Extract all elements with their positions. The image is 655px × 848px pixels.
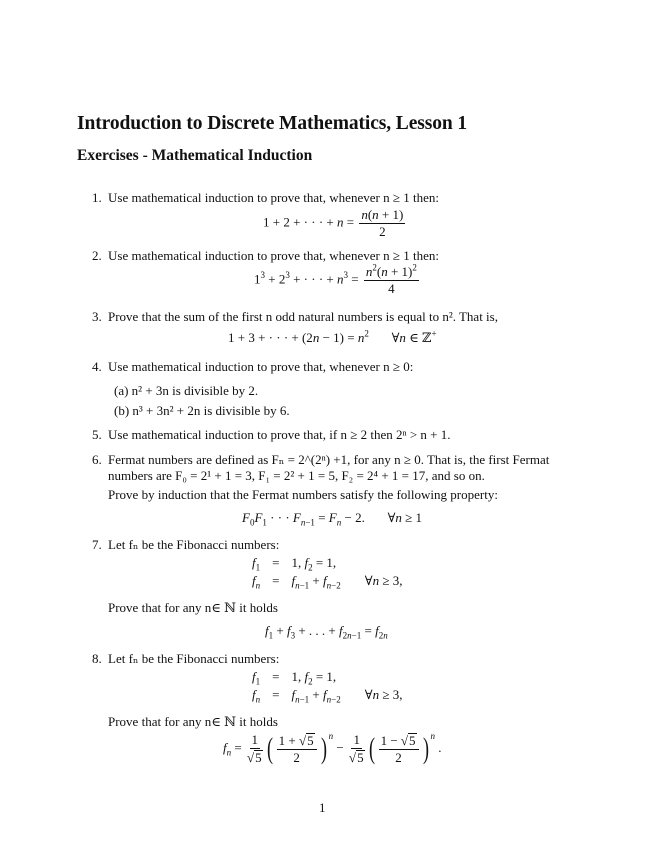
item-3-number: 3. bbox=[92, 309, 102, 324]
item-4b-text: (b) n³ + 3n² + 2n is divisible by 6. bbox=[114, 403, 290, 418]
item-6-equation: $F_0F_1$ · · · $F_{n-1} = F_n - 2$. ∀n ≥ 1 bbox=[242, 510, 423, 528]
item-6-text-line3: Prove by induction that the Fermat numbers satisfy the following property: bbox=[108, 487, 498, 502]
item-2-number: 2. bbox=[92, 248, 102, 263]
item-1-equation: 1 + 2 + · · · + n = $\frac{n(n + 1)}{2}$ bbox=[263, 207, 404, 239]
item-2-equation: $1^3 + 2^3$ + · · · + $n^3$ = $\frac{n^2(n + 1)^2}{4}$ bbox=[254, 262, 417, 296]
item-8-binet-formula: $f_n$ = $\frac{1}{√5}$ ( $\frac{1 + √5}{2}$ ) $^n$ − $\frac{1}{√5}$ ( $\frac{1 - √5}{2}$ ) $^n$ . bbox=[223, 730, 442, 765]
item-7-recurrence: $f_1$ = 1, $f_2 = 1$, $f_n$ = $f_{n-1} + f_{n-2}$ ∀n ≥ 3, bbox=[252, 555, 403, 591]
page-number: 1 bbox=[319, 800, 326, 815]
item-7-text: Let fₙ be the Fibonacci numbers: bbox=[108, 537, 280, 552]
section-subtitle: Exercises - Mathematical Induction bbox=[77, 147, 313, 164]
page-title: Introduction to Discrete Mathematics, Lesson 1 bbox=[77, 113, 468, 134]
item-8-recurrence: $f_1$ = 1, $f_2 = 1$, $f_n$ = $f_{n-1} + f_{n-2}$ ∀n ≥ 3, bbox=[252, 669, 403, 705]
item-4-number: 4. bbox=[92, 359, 102, 374]
item-7-number: 7. bbox=[92, 537, 102, 552]
item-4-text: Use mathematical induction to prove that, whenever n ≥ 0: bbox=[108, 359, 414, 374]
item-8-text: Let fₙ be the Fibonacci numbers: bbox=[108, 651, 280, 666]
item-1-text: Use mathematical induction to prove that, whenever n ≥ 1 then: bbox=[108, 190, 439, 205]
item-6-text-line1: Fermat numbers are defined as Fₙ = 2^(2ⁿ) +1, for any n ≥ 0. That is, the first Fermat bbox=[108, 452, 550, 467]
item-3-text: Prove that the sum of the first n odd natural numbers is equal to n². That is, bbox=[108, 309, 498, 324]
item-6-text-line2: numbers are F₀ = 2¹ + 1 = 3, F₁ = 2² + 1 = 5, F₂ = 2⁴ + 1 = 17, and so on. bbox=[108, 468, 485, 483]
item-7-text-2: Prove that for any n∈ ℕ it holds bbox=[108, 600, 278, 615]
item-8-number: 8. bbox=[92, 651, 102, 666]
item-5-text: Use mathematical induction to prove that, if n ≥ 2 then 2ⁿ > n + 1. bbox=[108, 427, 451, 442]
item-2-text: Use mathematical induction to prove that, whenever n ≥ 1 then: bbox=[108, 248, 439, 263]
item-1-number: 1. bbox=[92, 190, 102, 205]
item-7-equation: $f_1 + f_3$ + . . . + $f_{2n-1} = f_{2n}$ bbox=[265, 623, 388, 641]
item-5-number: 5. bbox=[92, 427, 102, 442]
item-8-text-2: Prove that for any n∈ ℕ it holds bbox=[108, 714, 278, 729]
item-6-number: 6. bbox=[92, 452, 102, 467]
item-3-equation: 1 + 3 + · · · + $(2n - 1) = n^2$ ∀n ∈ ℤ+ bbox=[228, 328, 437, 345]
item-4a-text: (a) n² + 3n is divisible by 2. bbox=[114, 383, 259, 398]
